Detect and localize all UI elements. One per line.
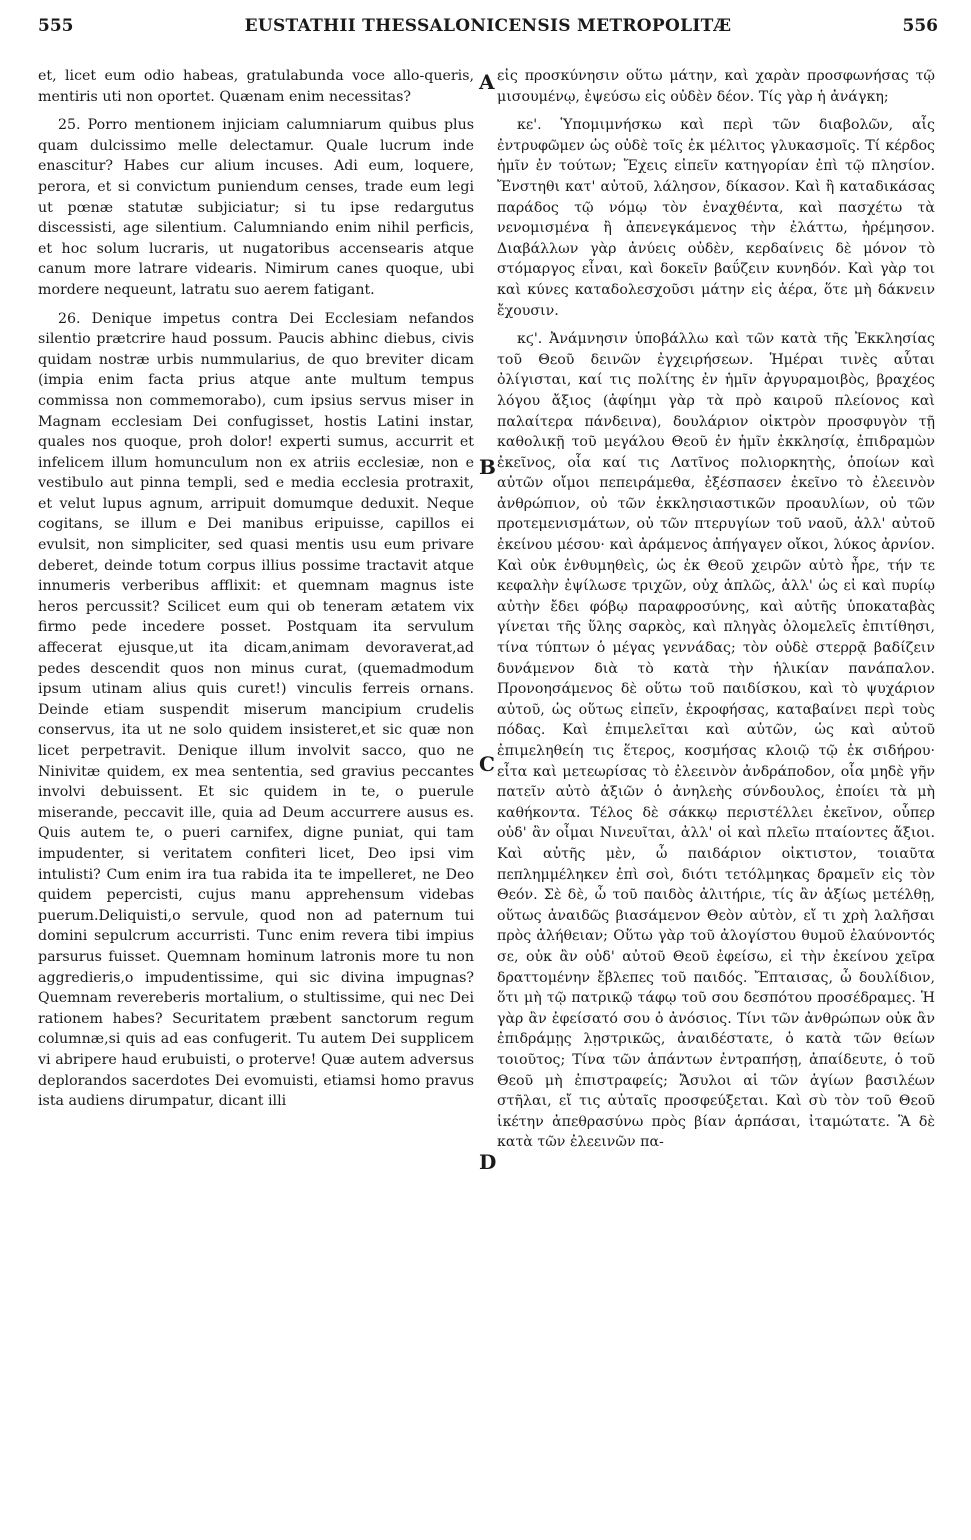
greek-paragraph-continuation: εἰς προσκύνησιν οὕτω μάτην, καὶ χαρὰν προσφωνήσας τῷ μισουμένῳ, ἐψεύσω εἰς οὐδὲν δέον. Τίς γὰρ ἡ ἀνάγκη; [497, 68, 935, 105]
greek-column [497, 66, 935, 1153]
margin-letter-c: C [479, 752, 495, 776]
latin-paragraph-25: 25. Porro mentionem injiciam calumniarum quibus plus quam dulcissimo melle delectamur. Quale lucrum inde enascitur? Habes cur alium incuses. Adi eum, loquere, perora, et si convictum puniendum censes, trade eum legi ut pœnæ statutæ subjiciatur; si tu ipse redargutus discessisti, age silentium. Calumniando enim nihil perficis, et hoc solum lucraris, ut nugatoribus accensearis atque canum more latrare videaris. Nimirum canes quoque, ubi mordere nequeunt, latratu suo aerem fatigant. [38, 117, 474, 298]
latin-column [38, 66, 474, 1112]
greek-paragraph-25: κε'. Ὑπομιμνήσκω καὶ περὶ τῶν διαβολῶν, αἷς ἐντρυφῶμεν ὡς οὐδὲ τοῖς ἐκ μέλιτος γλυκασμοῖς. Τί κέρδος ἡμῖν ἐν τούτων; Ἔχεις εἰπεῖν κατηγορίαν ἐπὶ τῷ πλησίον. Ἔνστηθι κατ' αὐτοῦ, λάλησον, δίκασον. Καὶ ἢ καταδικάσας παράδος τῷ νόμῳ τὸν ἐναχθέντα, καὶ πασχέτω τὰ νενομισμένα ἢ ἀπενεγκάμενος τὴν ἐλάττω, ἠρέμησον. Διαβάλλων γὰρ ἀνύεις οὐδὲν, κερδαίνεις δὲ μόνον τὸ στόμαργος εἶναι, καὶ δοκεῖν βαΰζειν κυνηδόν. Καὶ γὰρ τοι καὶ κύνες καταδολεσχοῦσι μάτην εἰς ἀέρα, ὅτε μὴ δάκνειν ἔχουσιν. [497, 117, 935, 319]
margin-letter-d: D [479, 1150, 497, 1174]
margin-letter-a: A [479, 70, 495, 94]
greek-paragraph-26: κϛ'. Ἀνάμνησιν ὑποβάλλω καὶ τῶν κατὰ τῆς Ἐκκλησίας τοῦ Θεοῦ δεινῶν ἐγχειρήσεων. Ἡμέραι τινὲς αὗται ὀλίγισται, καί τις πολίτης ἐν ἡμῖν ἀργυραμοιβὸς, βραχέος λόγου ἄξιος (ἀφίημι γὰρ τὰ πρὸ καιροῦ πλείονος καὶ παλαίτερα πάνδεινα), δουλάριον οἰκτρὸν προσφυγὸν τῇ καθολικῇ τοῦ μεγάλου Θεοῦ ἐν ἡμῖν ἐκκλησίᾳ, ἐπιδραμὼν ἐκεῖνος, οἷα καί τις Λατῖνος πολιορκητὴς, ὁποίων καὶ αὐτῶν οἴμοι πεπειράμεθα, ἐξέσπασεν ἐκεῖνο τὸ ἐλεεινὸν ἀνθρώπιον, οὐ τῶν ἐκκλησιαστικῶν προαυλίων, οὐ τῶν προτεμενισμάτων, οὐ τῶν πτερυγίων τοῦ ναοῦ, ἀλλ' αὐτοῦ ἐκείνου μέσου· καὶ ἀράμενος ἀπήγαγεν οἴκοι, λύκος ἀρνίον. Καὶ οὐκ ἐνθυμηθεὶς, ὡς ἐκ Θεοῦ χειρῶν αὐτὸ ἦρε, τήν τε κεφαλὴν ἐψίλωσε τριχῶν, οὐχ ἁπλῶς, ἀλλ' ὡς εἰ καὶ πυρίῳ αὐτὴν ἔδει φόβῳ παραφροσύνης, καὶ αὐτῆς ὑποκαταβὰς γίνεται τῆς ὕλης σαρκὸς, καὶ πληγὰς ὀλομελεῖς ἐπιτίθησι, τίνα τύπτων ὁ μέγας γεννάδας; τὸν οὐδὲ στερρᾷ βαδίζειν δυνάμενον διὰ τὸ κατὰ τὴν ἡλικίαν πανάπαλον. Προνοησάμενος δὲ οὕτω τοῦ παιδίσκου, καὶ τὸ ψυχάριον αὐτοῦ, ὡς οὕτως εἰπεῖν, ἐκροφήσας, καταβαίνει περὶ τοὺς πόδας. Καὶ ἐπιμελεῖται καὶ αὐτῶν, ὡς καὶ αὐτοῦ ἐπιμεληθείη τις ἕτερος, κοσμήσας κλοιῷ τῷ ἐκ σιδήρου· εἶτα καὶ μετεωρίσας τὸ ἐλεεινὸν ἀνδράποδον, οἷα μηδὲ γῆν πατεῖν αὐτὸ ἀξιῶν ὁ ἀνηλεὴς σύνδουλος, ἐποίει τὰ μὴ καθήκοντα. Τέλος δὲ σάκκῳ περιστέλλει ἐκεῖνον, οὗπερ οὐδ' ἂν οἶμαι Νινευῖται, ἀλλ' οἱ καὶ πλεῖω πταίοντες ἄξιοι. Καὶ αὐτῆς μὲν, ὦ παιδάριον οἰκτιστον, τοιαῦτα πεπλημμέληκεν ἐπὶ σοὶ, διότι τετόλμηκας δραμεῖν εἰς τὸν Θεόν. Σὲ δὲ, ὦ τοῦ παιδὸς ἀλιτήριε, τίς ἂν ἀξίως μετέλθῃ, οὕτως ἀναιδῶς βιασάμενον Θεὸν αὐτὸν, εἴ τι χρὴ λαλῆσαι πρὸς ἀλήθειαν; Οὕτω γὰρ τοῦ ἀλογίστου θυμοῦ ἐλαύνοντός σε, οὐκ ἂν οὐδ' αὐτοῦ Θεοῦ ἐφείσω, εἰ τὴν ἐκείνου χεῖρα δραττομένην ἔβλεπες τοῦ παιδός. Ἔπταισας, ὦ δουλίδιον, ὅτι μὴ τῷ πατρικῷ τάφῳ τοῦ σου δεσπότου προσέδραμες. Ἡ γὰρ ἂν ἐφείσατό σου ὁ ἀνόσιος. Τίνι τῶν ἀνθρώπων οὐκ ἂν ἐπιδράμῃς λῃστρικῶς, ἀναιδέστατε, ὁ κατὰ τῶν θείων τοιοῦτος; Τίνα τῶν ἁπάντων ἐντραπήσῃ, ἀπαίδευτε, ὁ τοῦ Θεοῦ μὴ ἐπιστραφείς; Ἄσυλοι αἱ τῶν ἁγίων βασιλέων στῆλαι, εἴ τις αὐταῖς προσφεύξεται. Καὶ σὺ τὸν τοῦ Θεοῦ ἱκέτην ἀπεθρασύνω πρὸς βίαν ἁρπάσαι, ἰταμώτατε. Ἃ δὲ κατὰ τῶν ἐλεεινῶν πα- [497, 331, 935, 1151]
running-title: EUSTATHII THESSALONICENSIS METROPOLITÆ [244, 16, 732, 36]
latin-paragraph-continuation: et, licet eum odio habeas, gratulabunda voce allo-queris, mentiris uti non oportet. Quænam enim necessitas? [38, 68, 474, 105]
latin-paragraph-26: 26. Denique impetus contra Dei Ecclesiam nefandos silentio prætcrire haud possum. Paucis abhinc diebus, civis quidam nostræ urbis nummularius, de quo breviter dicam (impia enim facta prius atque ante multum tempus commissa non commemorabo), cum ipsius servus miser in Magnam ecclesiam Dei confugisset, hostis Latini instar, quales nos quoque, proh dolor! experti sumus, accurrit et infelicem illum homunculum non ex atriis ecclesiæ, non e vestibulo aut pinna templi, sed e media ecclesia protraxit, et velut lupus agnum, arripuit domumque deduxit. Neque cogitans, se illum e Dei manibus eripuisse, capillos ei evulsit, non simpliciter, sed quasi mentis usu eum privare deberet, deinde totum corpus illius possime tractavit atque innumeris verberibus afflixit: et quemnam magnus iste heros percussit? Scilicet eum qui ob teneram ætatem vix firmo pede incedere posset. Postquam ita servulum affecerat ejusque,ut ita dicam,animam devoraverat,ad pedes descendit quos non minus curat, (quemadmodum ipsum utinam alius quis curet!) vinculis ferreis ornans. Deinde etiam suspendit miserum mancipium crudelis conservus, ita ut ne solo quidem insisteret,et sic quæ non licet perpetravit. Denique illum involvit sacco, quo ne Ninivitæ quidem, ex mea sententia, sed gravius peccantes involvi debuissent. Et sic quidem in te, o puerule miserande, peccavit ille, quia ad Deum accurrere ausus es. Quis autem te, o pueri carnifex, digne puniat, qui tam impudenter, si veritatem confiteri licet, Deo ipsi vim intulisti? Cum enim ira tua rabida ita te impelleret, ne Deo quidem pepercisti, cujus manu apprehensum videbas puerum.Deliquisti,o servule, quod non ad paternum tui domini sepulcrum accurristi. Tunc enim revera tibi impius parsurus fuisset. Quemnam hominum latronis more tu non aggredieris,o impudentissime, qui sic divina impugnas? Quemnam revereberis mortalium, o stultissime, qui nec Dei rationem habes? Securitatem præbent sanctorum regum columnæ,si quis ad eas confugerit. Tu autem Dei supplicem vi abripere haud erubuisti, o proterve! Quæ autem adversus deplorandos sacerdotes Dei evomuisti, etiamsi homo pravus ista audiens dirumpatur, dicant illi [38, 310, 474, 1110]
margin-letter-b: B [479, 455, 496, 479]
left-page-number: 555 [38, 16, 74, 36]
page-header [38, 14, 938, 44]
right-page-number: 556 [902, 16, 938, 36]
